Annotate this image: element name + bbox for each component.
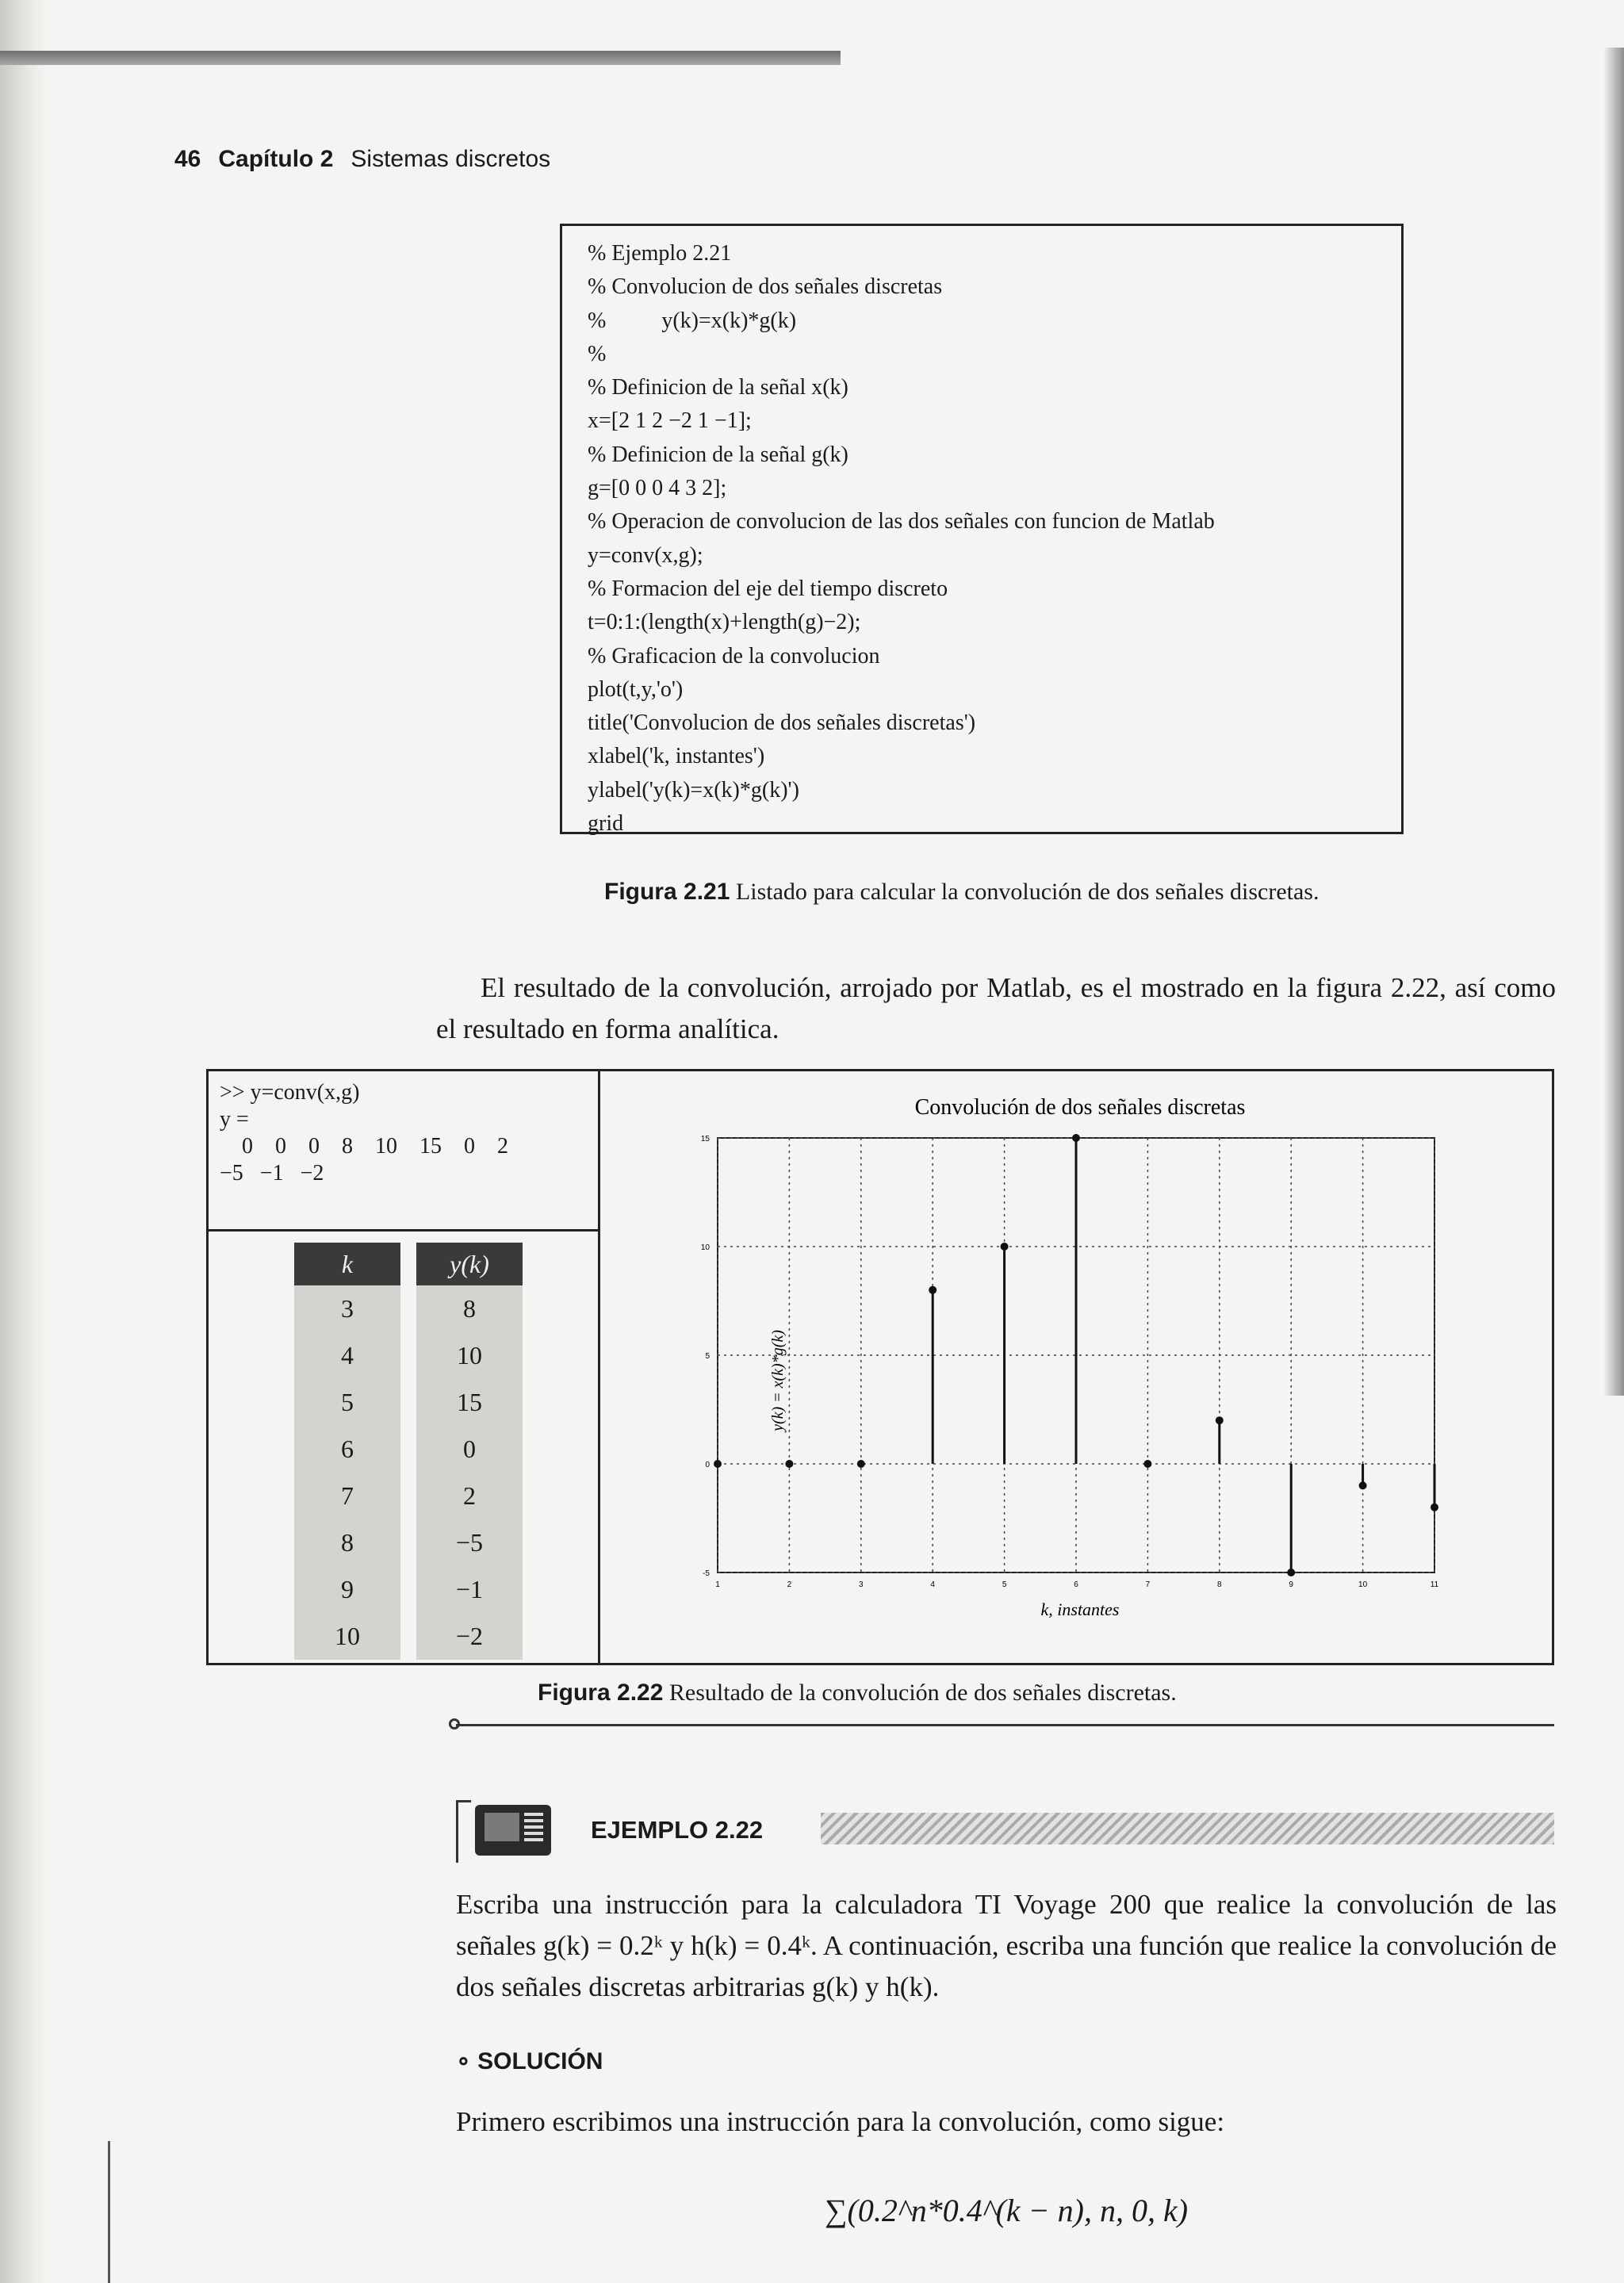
data-point xyxy=(714,1460,722,1468)
figure-2-21-caption xyxy=(604,879,1319,906)
code-line: % Operacion de convolucion de las dos señales con funcion de Matlab xyxy=(588,509,1215,534)
x-tick-label: 8 xyxy=(1217,1580,1222,1589)
code-line: % Convolucion de dos señales discretas xyxy=(588,274,943,300)
chapter-label: Capítulo 2 xyxy=(218,146,334,172)
table-row xyxy=(294,1613,523,1660)
table-row xyxy=(294,1285,523,1332)
plot-pane xyxy=(600,1071,1552,1663)
section-label: Sistemas discretos xyxy=(350,146,551,172)
chart-y-label: y(k) = x(k)*g(k) xyxy=(769,1330,787,1431)
x-tick-label: 7 xyxy=(1145,1580,1151,1589)
x-tick-label: 5 xyxy=(1002,1580,1007,1589)
x-tick-label: 3 xyxy=(859,1580,864,1589)
figure-label: Figura 2.21 xyxy=(604,879,730,905)
chart-grid xyxy=(701,1135,1439,1589)
code-listing xyxy=(560,224,1404,837)
convolution-formula: ∑(0.2^n*0.4^(k − n), n, 0, k) xyxy=(825,2193,1189,2228)
data-point xyxy=(857,1460,865,1468)
code-line: % xyxy=(588,341,607,366)
paragraph-solution: Primero escribimos una instrucción para la convolución, como sigue: xyxy=(456,2106,1225,2137)
table-cell: 2 xyxy=(416,1473,523,1519)
code-line: title('Convolucion de dos señales discretas') xyxy=(588,711,976,736)
table-row xyxy=(294,1473,523,1519)
calculator-table-pane xyxy=(209,1232,600,1663)
page-number: 46 xyxy=(174,146,201,172)
figure-2-22-caption xyxy=(538,1680,1177,1707)
y-tick-label: -5 xyxy=(703,1569,710,1578)
figure-label: Figura 2.22 xyxy=(538,1680,664,1706)
chart-title: Convolución de dos señales discretas xyxy=(914,1095,1246,1120)
table-cell: 8 xyxy=(416,1285,523,1332)
paragraph-example: Escriba una instrucción para la calculadora TI Voyage 200 que realice la convolución de las señales g(k) = 0.2ᵏ y h(k) = 0.4ᵏ. A continuación, escriba una función que realice la convolución de dos señales discretas arbitrarias g(k) y h(k). xyxy=(456,1889,1557,2002)
table-cell: 10 xyxy=(294,1613,400,1660)
table-cell: −2 xyxy=(416,1613,523,1660)
scan-left-edge xyxy=(0,0,48,2283)
data-point xyxy=(929,1286,936,1294)
figure-2-22 xyxy=(206,1069,1554,1665)
table-cell: 7 xyxy=(294,1473,400,1519)
margin-line xyxy=(108,2141,110,2283)
y-tick-label: 0 xyxy=(705,1461,710,1469)
table-row xyxy=(294,1332,523,1379)
paragraph-result: El resultado de la convolución, arrojado por Matlab, es el mostrado en la figura 2.22, así como el resultado en forma analítica. xyxy=(436,972,1556,1044)
code-line: y=conv(x,g); xyxy=(588,542,703,568)
table-row xyxy=(294,1566,523,1613)
chart-marks xyxy=(714,1134,1438,1576)
scan-right-edge xyxy=(1603,48,1624,1396)
y-tick-label: 5 xyxy=(705,1352,710,1361)
data-point xyxy=(1143,1460,1151,1468)
table-cell: 6 xyxy=(294,1426,400,1473)
code-line: % Definicion de la señal x(k) xyxy=(588,375,848,400)
data-point xyxy=(785,1460,793,1468)
section-rule xyxy=(456,1724,1554,1726)
data-point xyxy=(1287,1569,1295,1576)
example-bracket xyxy=(456,1800,471,1863)
table-row xyxy=(294,1379,523,1426)
table-cell: 4 xyxy=(294,1332,400,1379)
table-cell: 10 xyxy=(416,1332,523,1379)
code-line: % Ejemplo 2.21 xyxy=(588,241,732,266)
chart-x-label: k, instantes xyxy=(1040,1599,1120,1619)
code-line: g=[0 0 0 4 3 2]; xyxy=(588,476,727,501)
figure-caption-text: Resultado de la convolución de dos señales discretas. xyxy=(668,1680,1177,1706)
table-cell: −5 xyxy=(416,1519,523,1566)
code-line: grid xyxy=(588,811,624,837)
table-cell: 3 xyxy=(294,1285,400,1332)
console-line: −5 −1 −2 xyxy=(220,1161,324,1186)
table-row xyxy=(294,1519,523,1566)
table-row xyxy=(294,1426,523,1473)
code-line: % Definicion de la señal g(k) xyxy=(588,442,848,467)
code-line: % y(k)=x(k)*g(k) xyxy=(588,308,797,333)
code-line: xlabel('k, instantes') xyxy=(588,744,765,769)
example-stripe xyxy=(821,1813,1554,1844)
x-tick-label: 6 xyxy=(1074,1580,1078,1589)
console-line: y = xyxy=(220,1107,249,1132)
table-cell: 0 xyxy=(416,1426,523,1473)
x-tick-label: 9 xyxy=(1289,1580,1293,1589)
table-cell: 9 xyxy=(294,1566,400,1613)
example-title: EJEMPLO 2.22 xyxy=(591,1816,764,1844)
code-line: plot(t,y,'o') xyxy=(588,676,684,702)
figure-caption-text: Listado para calcular la convolución de dos señales discretas. xyxy=(735,879,1320,905)
table-cell: −1 xyxy=(416,1566,523,1613)
data-point xyxy=(1359,1481,1367,1489)
data-point xyxy=(1001,1243,1009,1251)
y-tick-label: 10 xyxy=(700,1243,710,1252)
table-header-yk: y(k) xyxy=(416,1243,523,1285)
console-line: 0 0 0 8 10 15 0 2 xyxy=(220,1134,508,1159)
y-tick-label: 15 xyxy=(700,1135,710,1143)
data-point xyxy=(1431,1503,1438,1511)
code-line: % Formacion del eje del tiempo discreto xyxy=(588,576,948,601)
results-table xyxy=(278,1243,538,1660)
example-header xyxy=(456,1800,1554,1860)
convolution-chart xyxy=(600,1071,1552,1663)
code-line: ylabel('y(k)=x(k)*g(k)') xyxy=(588,777,799,802)
table-header-k: k xyxy=(294,1243,400,1285)
code-line: x=[2 1 2 −2 1 −1]; xyxy=(588,408,752,434)
x-tick-label: 11 xyxy=(1430,1580,1439,1589)
solution-heading: ∘ SOLUCIÓN xyxy=(456,2048,603,2074)
x-tick-label: 2 xyxy=(787,1580,792,1589)
console-line: >> y=conv(x,g) xyxy=(220,1080,360,1105)
scan-top-bar xyxy=(0,51,841,65)
x-tick-label: 1 xyxy=(715,1580,720,1589)
running-header xyxy=(174,146,550,173)
x-tick-label: 4 xyxy=(930,1580,935,1589)
x-tick-label: 10 xyxy=(1358,1580,1368,1589)
table-cell: 8 xyxy=(294,1519,400,1566)
table-cell: 5 xyxy=(294,1379,400,1426)
table-cell: 15 xyxy=(416,1379,523,1426)
matlab-console xyxy=(209,1071,600,1232)
calculator-icon xyxy=(475,1805,551,1856)
code-line: t=0:1:(length(x)+length(g)−2); xyxy=(588,610,861,635)
data-point xyxy=(1216,1416,1224,1424)
data-point xyxy=(1072,1134,1080,1142)
code-line: % Graficacion de la convolucion xyxy=(588,643,880,668)
